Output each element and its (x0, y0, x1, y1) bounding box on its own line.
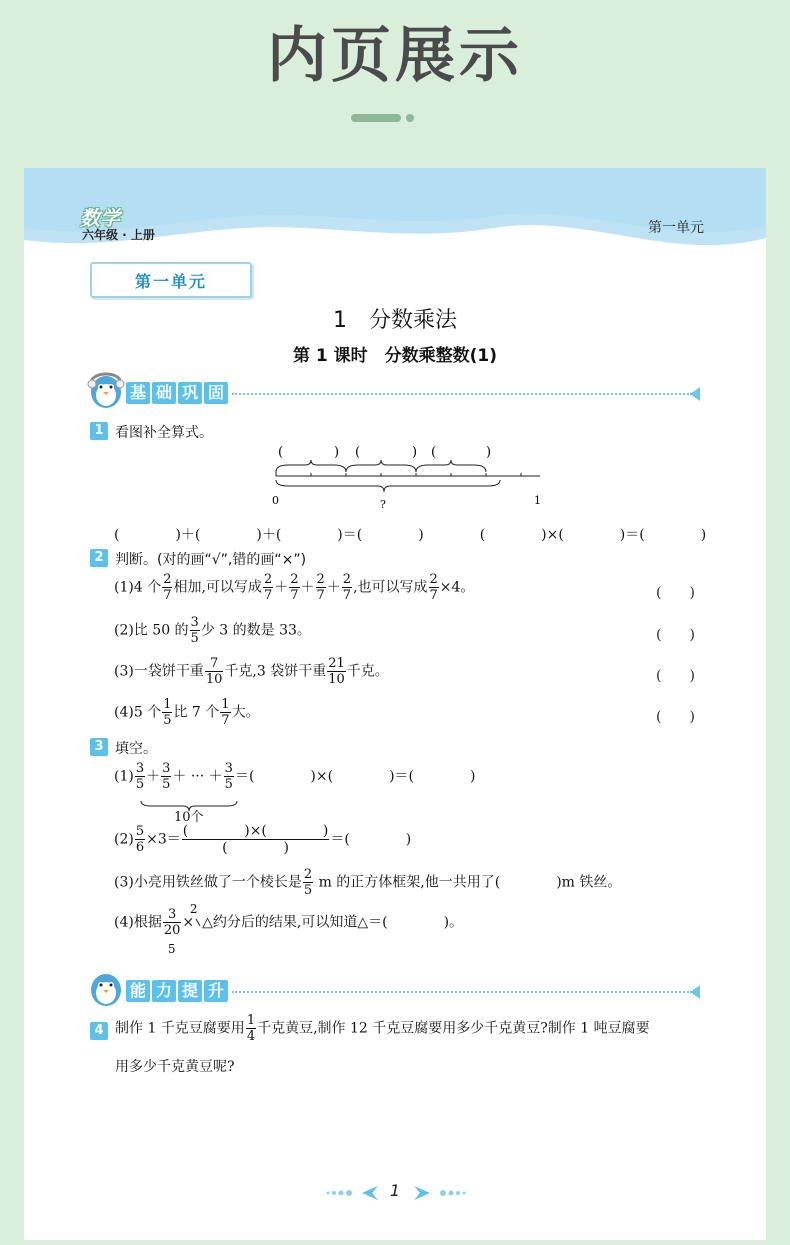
cancelled-bottom: 5 (167, 942, 176, 956)
section-char: 力 (152, 980, 176, 1002)
text: 相加,可以写成 (173, 579, 262, 596)
diagram-question: ? (380, 498, 386, 511)
answer-paren: ( ) (656, 668, 695, 684)
q3-item-2: (2) $\frac{5}{6}$ ×3＝ $\frac{( )\times( )}{( )}$ ＝( ) (114, 823, 412, 856)
text: ×4。 (439, 579, 475, 596)
section-ability-label (126, 980, 228, 1002)
fraction: $\frac{2}{7}$ (290, 572, 299, 603)
diagram-paren: ( (278, 445, 284, 460)
answer-paren: ( ) (656, 627, 695, 643)
title-dash-decor (351, 114, 401, 122)
section-char: 能 (126, 980, 150, 1002)
fraction: $\frac{3}{5}$ (162, 761, 171, 792)
page-nav-right-icon (412, 1186, 468, 1200)
fraction: $\frac{2}{7}$ (429, 572, 438, 603)
q4-text: 制作 1 千克豆腐要用 $\frac{1}{4}$ 千克黄豆,制作 12 千克豆腐要用多少千克黄豆?制作 1 吨豆腐要 (115, 1013, 650, 1044)
header-wave (24, 168, 766, 258)
question-number: 2 (90, 549, 108, 567)
fraction: $\frac{2}{7}$ (163, 572, 172, 603)
section-char: 提 (178, 980, 202, 1002)
fraction: $\frac{3}{5}$ (135, 761, 145, 792)
fraction: $\frac{1}{4}$ (246, 1013, 256, 1044)
unit-header: 第一单元 (648, 220, 704, 236)
fraction: $\frac{2}{7}$ (316, 572, 325, 603)
subject-name: 数学 (80, 206, 120, 230)
cancel-stroke (196, 919, 201, 926)
diagram-paren: ) (334, 445, 340, 460)
banner-title: 内页展示 (267, 21, 523, 91)
fraction-blank: $\frac{( )\times( )}{( )}$ (182, 823, 329, 856)
section-char: 础 (152, 382, 176, 404)
q2-item-1: (1)4 个 $\frac{2}{7}$ 相加,可以写成 $\frac{2}{7}$ ＋ $\frac{2}{7}$ ＋ $\frac{2}{7}$ ＋ $\frac{2}{7}$ ,也可以写成 $\frac{2}{7}$ ×4。 (114, 572, 475, 603)
fraction: $\frac{2}{7}$ (342, 572, 352, 603)
question-text: 判断。(对的画“√”,错的画“×”) (115, 552, 307, 568)
diagram-paren: ( (431, 445, 437, 460)
question-text: 填空。 (115, 741, 157, 757)
section-basic-label (126, 382, 228, 404)
diagram-one: 1 (534, 494, 541, 507)
fraction: $\frac{1}{7}$ (221, 697, 230, 728)
section-char: 固 (204, 382, 228, 404)
section-dotted-rule (232, 991, 692, 993)
fraction: $\frac{1}{5}$ (163, 697, 172, 728)
q4-text-line2: 用多少千克黄豆呢? (115, 1059, 235, 1075)
answer-paren: ( ) (656, 709, 695, 725)
question-text: 看图补全算式。 (115, 425, 213, 441)
cancelled-top: 2 (189, 902, 198, 916)
q3-item-1: (1) $\frac{3}{5}$ ＋ $\frac{3}{5}$ ＋ ··· ＋ $\frac{3}{5}$ ＝( )×( )＝( ) (114, 761, 476, 792)
section-arrow-icon (690, 387, 700, 401)
section-ability (86, 974, 706, 1008)
q3-item-3: (3)小亮用铁丝做了一个棱长是 $\frac{2}{5}$ m 的正方体框架,他一共用了( )m 铁丝。 (114, 867, 622, 898)
fraction: $\frac{2}{7}$ (263, 572, 273, 603)
workbook-page (24, 168, 766, 1240)
diagram-paren: ( (355, 445, 361, 460)
fraction: $\frac{5}{6}$ (135, 824, 145, 855)
count-label: 10个 (174, 810, 204, 825)
section-char: 升 (204, 980, 228, 1002)
question-number: 3 (90, 738, 108, 756)
lesson-title: 第 1 课时 分数乘整数(1) (292, 346, 498, 366)
fraction: $\frac{3}{20}$ (163, 907, 181, 938)
penguin-mascot-icon (86, 968, 128, 1008)
diagram-zero: 0 (272, 494, 279, 507)
question-number: 4 (90, 1022, 108, 1040)
section-arrow-icon (690, 985, 700, 999)
q2-item-4: (4)5 个 $\frac{1}{5}$ 比 7 个 $\frac{1}{7}$ 大。 (114, 697, 260, 728)
text: (1)4 个 (114, 579, 162, 596)
grade-label: 六年级 · 上册 (82, 228, 155, 242)
diagram-paren: ) (412, 445, 418, 460)
fraction: $\frac{21}{10}$ (328, 656, 345, 687)
question-number: 1 (90, 422, 108, 440)
page-number: 1 (389, 1181, 401, 1200)
answer-paren: ( ) (656, 585, 695, 601)
segment-diagram (268, 442, 558, 516)
penguin-mascot-icon (86, 370, 128, 410)
fraction: $\frac{7}{10}$ (205, 656, 223, 687)
chapter-title: 1 分数乘法 (333, 308, 457, 333)
section-char: 巩 (178, 382, 202, 404)
q1-equation: ( )＋( )＋( )＝( ) ( )×( )＝( ) (114, 527, 707, 543)
fraction: $\frac{2}{5}$ (303, 867, 313, 898)
q2-item-2: (2)比 50 的 $\frac{3}{5}$ 少 3 的数是 33。 (114, 615, 311, 646)
section-dotted-rule (232, 393, 692, 395)
unit-box: 第一单元 (90, 262, 252, 298)
text: ,也可以写成 (353, 579, 428, 596)
section-char: 基 (126, 382, 150, 404)
diagram-paren: ) (486, 445, 492, 460)
fraction: $\frac{3}{5}$ (224, 761, 233, 792)
fraction: $\frac{3}{5}$ (190, 615, 199, 646)
title-dot-decor (406, 114, 414, 122)
section-basic (86, 376, 706, 410)
q2-item-3: (3)一袋饼干重 $\frac{7}{10}$ 千克,3 袋饼干重 $\frac{21}{10}$ 千克。 (114, 656, 389, 687)
q3-item-4: (4)根据 $\frac{3}{20}$ 2 5 × △约分后的结果,可以知道△＝( )。 (114, 902, 464, 956)
